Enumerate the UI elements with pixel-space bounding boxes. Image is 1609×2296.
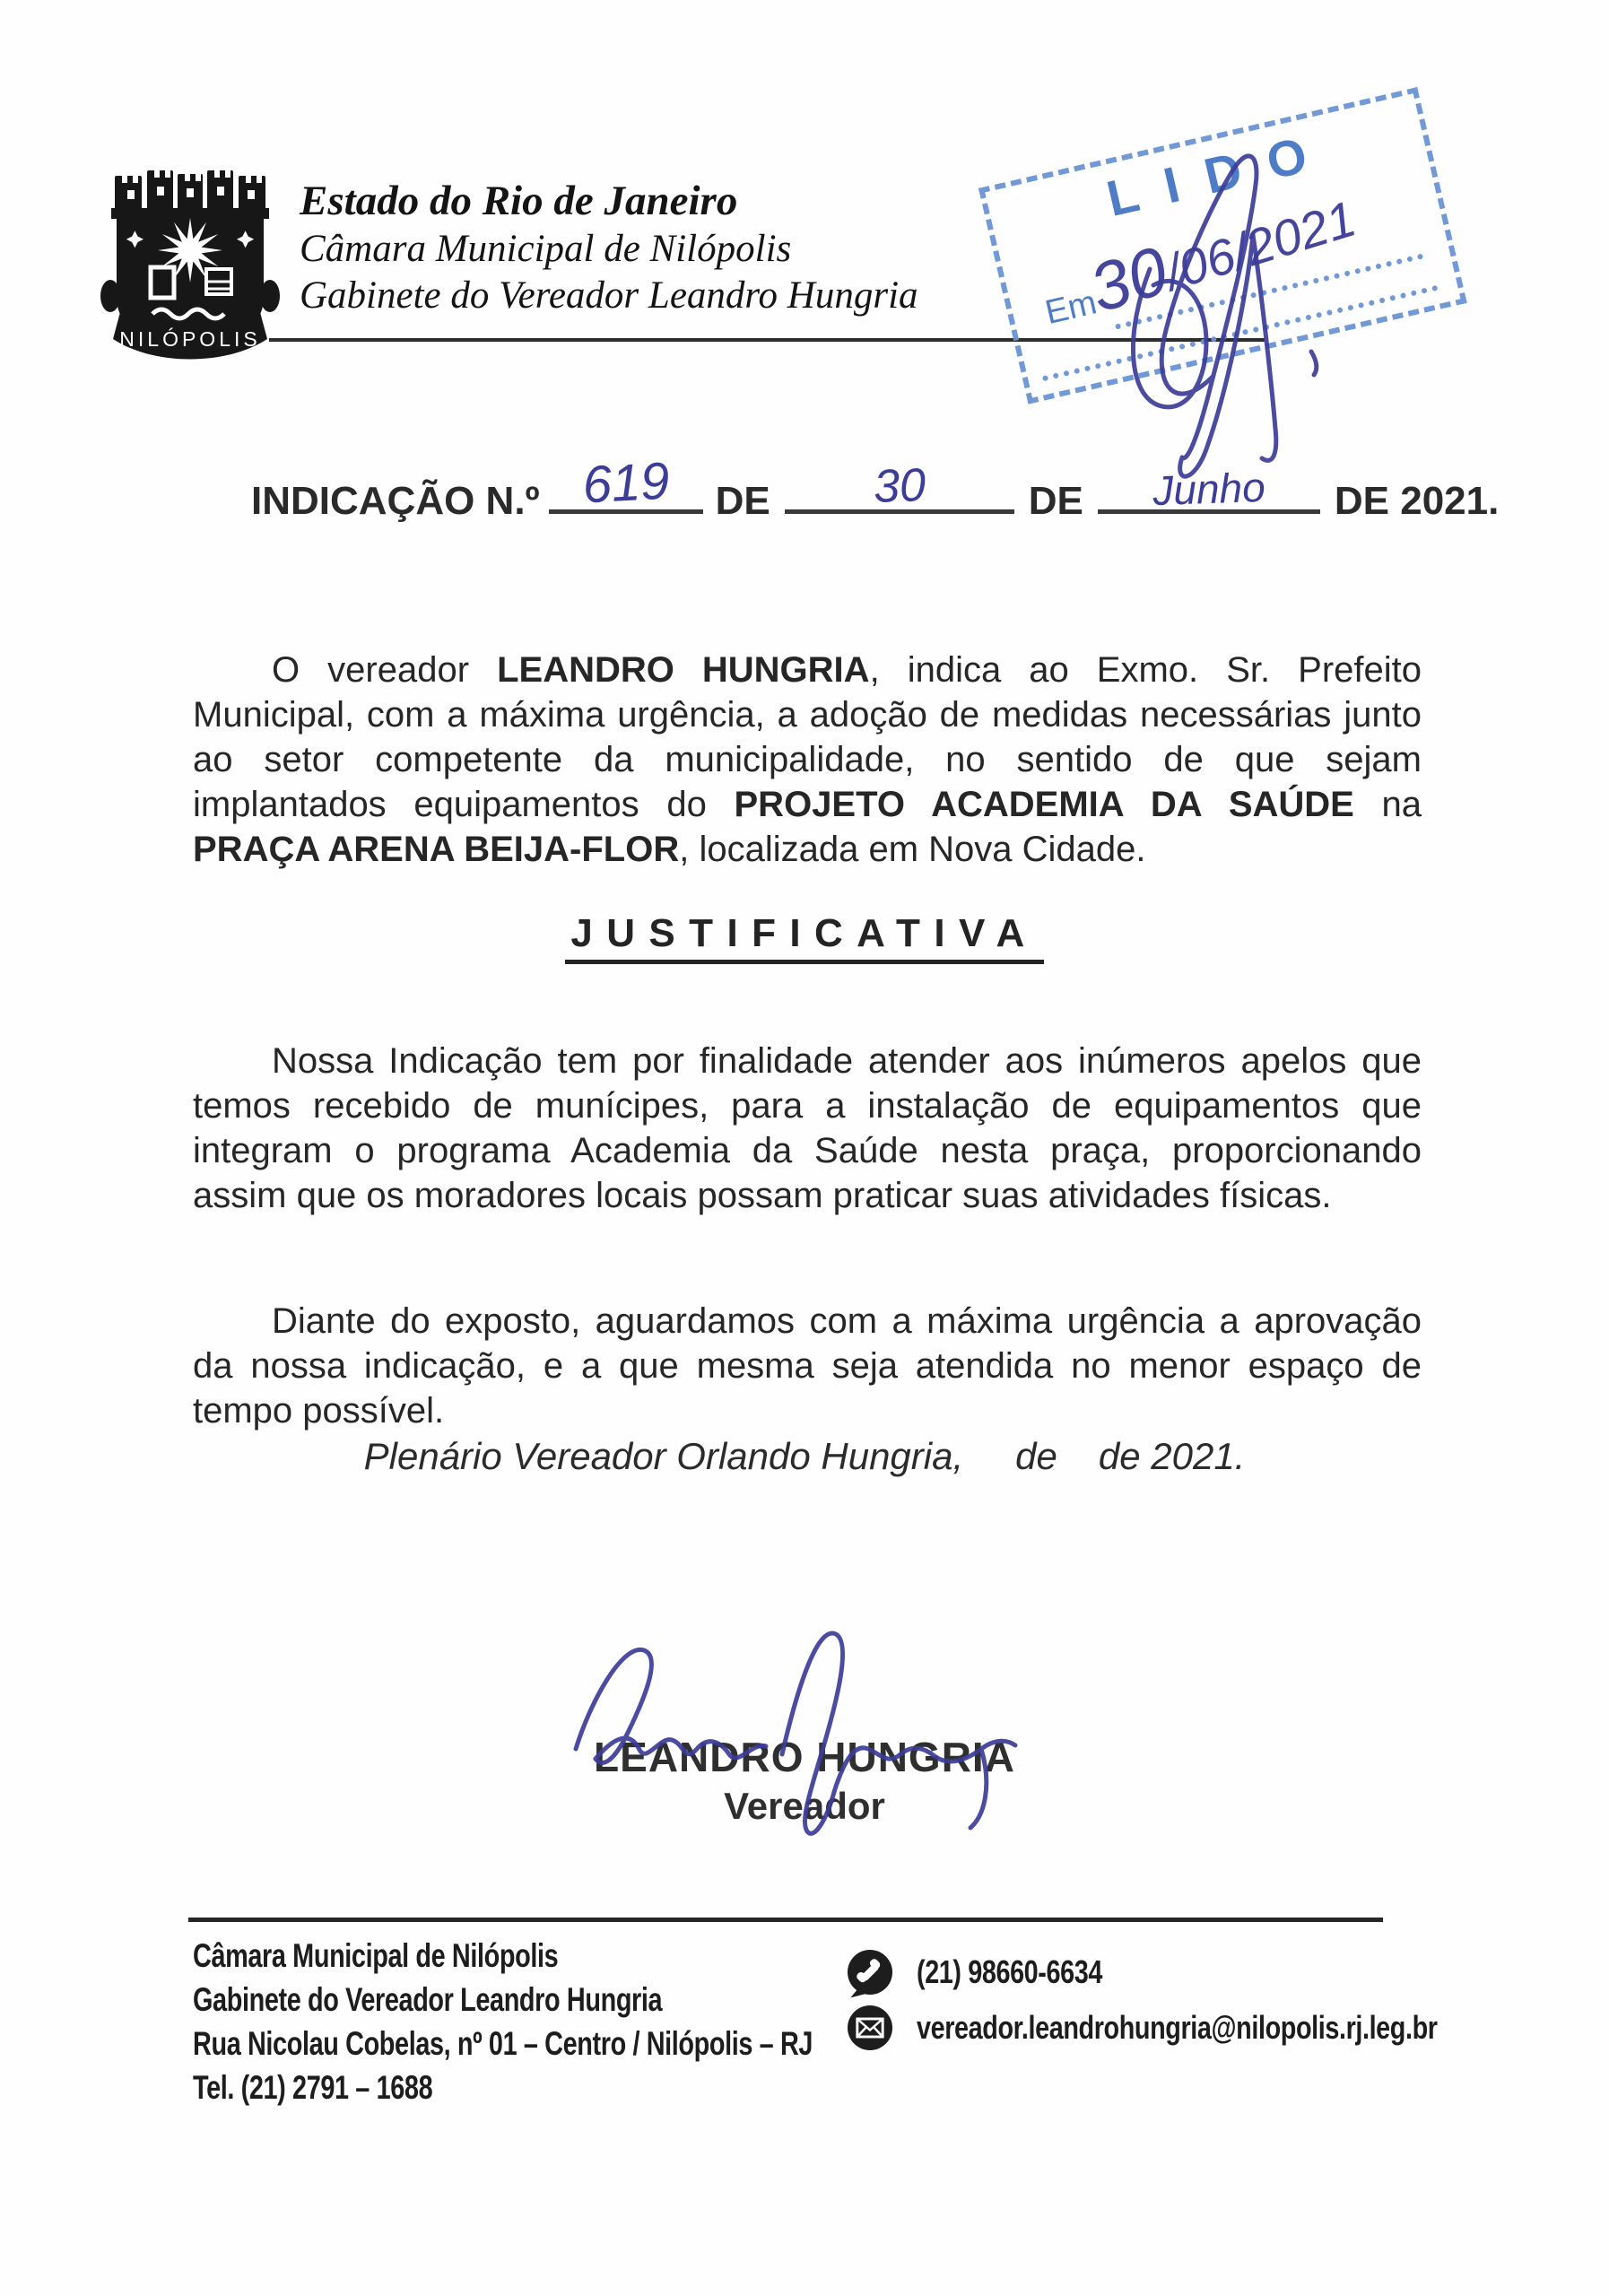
whatsapp-phone-icon (843, 1945, 897, 1999)
footer-divider (188, 1918, 1383, 1922)
p1-text: , indica ao Exmo. Sr. Prefeito Municipal, com a máxima urgência, a adoção de medidas necessárias junto ao setor competente da municipalidade, no sentido de que sejam implantados equipamentos do (193, 650, 1422, 824)
handwritten-day: 30 (872, 459, 926, 513)
p1-text: O vereador (272, 650, 498, 690)
footer-street: Rua Nicolau Cobelas, nº 01 – Centro / Nilópolis – RJ (193, 2025, 813, 2062)
p1-project-name: PROJETO ACADEMIA DA SAÚDE (734, 785, 1354, 824)
justification-heading: JUSTIFICATIVA (565, 911, 1043, 964)
footer-office: Gabinete do Vereador Leandro Hungria (193, 1981, 663, 2018)
indication-number-line (251, 451, 1500, 524)
blank-day (785, 459, 1014, 514)
blank-number (549, 451, 703, 515)
footer-contact-block (843, 1944, 1568, 2056)
footer-chamber: Câmara Municipal de Nilópolis (193, 1937, 559, 1974)
nilopolis-coat-of-arms (100, 163, 280, 362)
handwritten-month: Junho (1152, 463, 1266, 515)
signatory-name: LEANDRO HUNGRIA (594, 1734, 1015, 1780)
stamp-date-day: 30 (1081, 231, 1177, 327)
footer-phone-row (843, 1944, 1568, 2000)
plenary-de1: de (1015, 1435, 1057, 1477)
footer-email-row (843, 2000, 1568, 2056)
footer-telephone: Tel. (21) 2791 – 1688 (193, 2069, 433, 2106)
paragraph-request (193, 648, 1422, 872)
handwritten-number: 619 (580, 451, 671, 515)
footer-email-address: vereador.leandrohungria@nilopolis.rj.leg.br (917, 2009, 1438, 2046)
plenary-date-line (0, 1435, 1609, 1478)
plenary-place: Plenário Vereador Orlando Hungria, (363, 1435, 964, 1477)
justification-heading-wrap (0, 911, 1609, 964)
p1-text: , localizada em Nova Cidade. (679, 830, 1146, 869)
plenary-de2: de 2021. (1098, 1435, 1246, 1477)
signature-block (0, 1733, 1609, 1828)
indication-tail: DE 2021. (1334, 479, 1500, 523)
blank-month (1098, 463, 1320, 515)
indication-label: INDICAÇÃO N.º (251, 479, 540, 523)
p1-text: na (1353, 785, 1422, 824)
paragraph-justification-1: Nossa Indicação tem por finalidade atender aos inúmeros apelos que temos recebido de munícipes, para a instalação de equipamentos que integram o programa Academia da Saúde nesta praça, proporcionando assim que os moradores locais possam praticar suas atividades físicas. (193, 1041, 1422, 1215)
indication-de1: DE (715, 479, 770, 523)
indication-de2: DE (1028, 479, 1083, 523)
email-envelope-icon (843, 2001, 897, 2055)
p1-square-name: PRAÇA ARENA BEIJA-FLOR (193, 830, 680, 869)
letterhead-state: Estado do Rio de Janeiro (300, 178, 738, 224)
stamp-word: LIDO (1101, 119, 1339, 228)
letterhead-chamber: Câmara Municipal de Nilópolis (300, 228, 792, 270)
lido-stamp (978, 87, 1467, 404)
footer-mobile-number: (21) 98660-6634 (917, 1953, 1102, 1990)
letterhead (300, 176, 918, 319)
letterhead-office: Gabinete do Vereador Leandro Hungria (300, 274, 918, 317)
signatory-role: Vereador (724, 1785, 885, 1827)
paragraph-justification-2: Diante do exposto, aguardamos com a máxima urgência a aprovação da nossa indicação, e a que mesma seja atendida no menor espaço de tempo possível. (193, 1301, 1422, 1431)
crest-motto: NILÓPOLIS (119, 327, 261, 351)
p1-vereador-name: LEANDRO HUNGRIA (497, 650, 870, 690)
stamp-em-label: Em (1041, 283, 1100, 333)
stamp-date-rest: /06/2021 (1158, 189, 1362, 301)
